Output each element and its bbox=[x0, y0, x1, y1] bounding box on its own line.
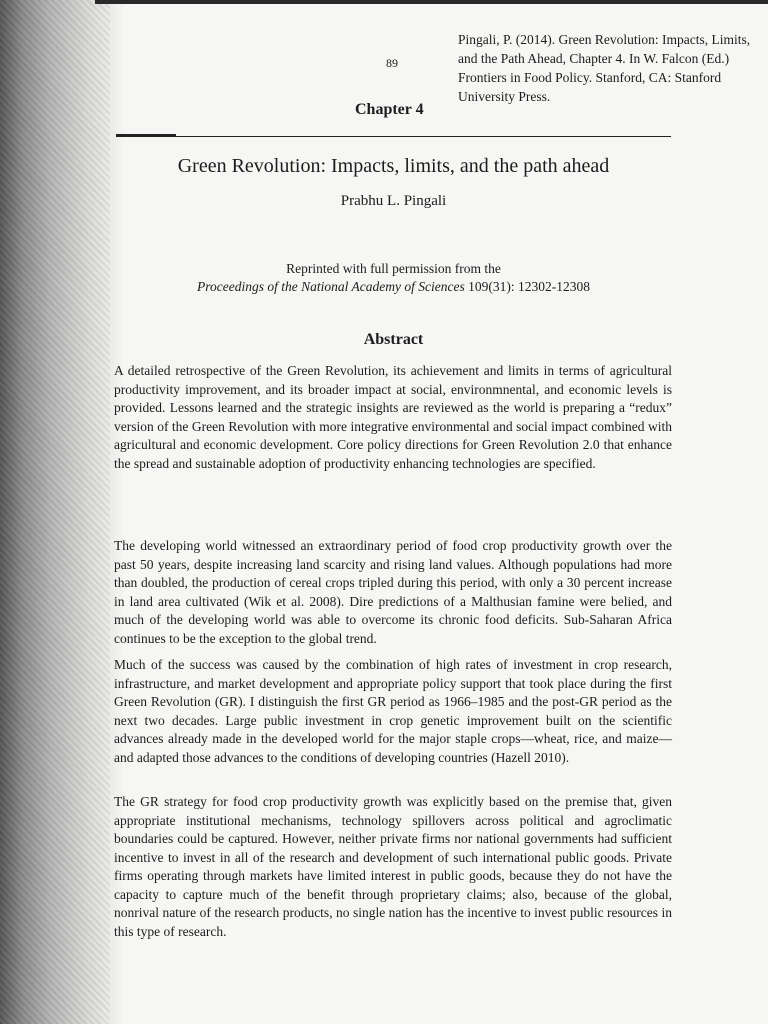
abstract-text: A detailed retrospective of the Green Revolution, its achievement and limits in terms of agricultural productivity improvement, and its broader impact at social, environmnental, and economic levels is provided. Lessons learned and the strategic insights are reviewed as the world is preparing a “redux” version of the Green Revolution with more integrative environmental and social impact combined with agricultural and economic development. Core policy directions for Green Revolution 2.0 that enhance the spread and sustainable adoption of productivity enhancing technologies are specified. bbox=[114, 363, 672, 471]
body-paragraph: The GR strategy for food crop productivity growth was explicitly based on the premise that, given appropriate institutional mechanisms, technology spillovers across political and agroclimatic boundaries could be captured. However, neither private firms nor national governments had sufficient incentive to invest in all of the research and development of such international public goods. Private firms operating through markets have limited interest in public goods, because they do not have the capacity to capture much of the benefit through proprietary claims; also, because of the global, nonrival nature of the research products, no single nation has the incentive to invest public resources in this type of research. bbox=[114, 794, 672, 939]
body-paragraph: The developing world witnessed an extraordinary period of food crop productivity growth over the past 50 years, despite increasing land scarcity and rising land values. Although populations had more than doubled, the production of cereal crops tripled during this period, with only a 30 percent increase in land area cultivated (Wik et al. 2008). Dire predictions of a Malthusian famine were belied, and much of the developing world was able to overcome its chronic food deficits. Sub-Saharan Africa continues to be the exception to the global trend. bbox=[114, 538, 672, 646]
scan-gutter-texture bbox=[0, 0, 110, 1024]
journal-ref: 109(31): 12302-12308 bbox=[464, 279, 590, 294]
page-number: 89 bbox=[386, 56, 398, 70]
body-paragraph: Much of the success was caused by the combination of high rates of investment in crop research, infrastructure, and market development and appropriate policy support that took place during the first Green Revolution (GR). I distinguish the first GR period as 1966–1985 and the post-GR period as the next two decades. Large public investment in crop genetic improvement built on the scientific advances already made in the developed world for the major staple crops—wheat, rice, and maize—and adapted those advances to the conditions of developing countries (Hazell 2010). bbox=[114, 657, 672, 765]
scan-top-edge bbox=[95, 0, 768, 4]
reprint-line: Reprinted with full permission from the bbox=[286, 261, 501, 276]
journal-name: Proceedings of the National Academy of Sciences bbox=[197, 279, 465, 294]
reprint-notice bbox=[116, 260, 671, 296]
citation-note: Pingali, P. (2014). Green Revolution: Impacts, Limits, and the Path Ahead, Chapter 4. In W. Falcon (Ed.) Frontiers in Food Policy. Stanford, CA: Stanford University Press. bbox=[458, 32, 751, 104]
chapter-rule bbox=[116, 136, 671, 137]
reprint-source bbox=[116, 278, 671, 296]
abstract-heading: Abstract bbox=[363, 331, 424, 348]
chapter-label: Chapter 4 bbox=[355, 101, 424, 118]
author-name: Prabhu L. Pingali bbox=[340, 193, 447, 209]
chapter-title: Green Revolution: Impacts, limits, and the path ahead bbox=[177, 155, 610, 177]
